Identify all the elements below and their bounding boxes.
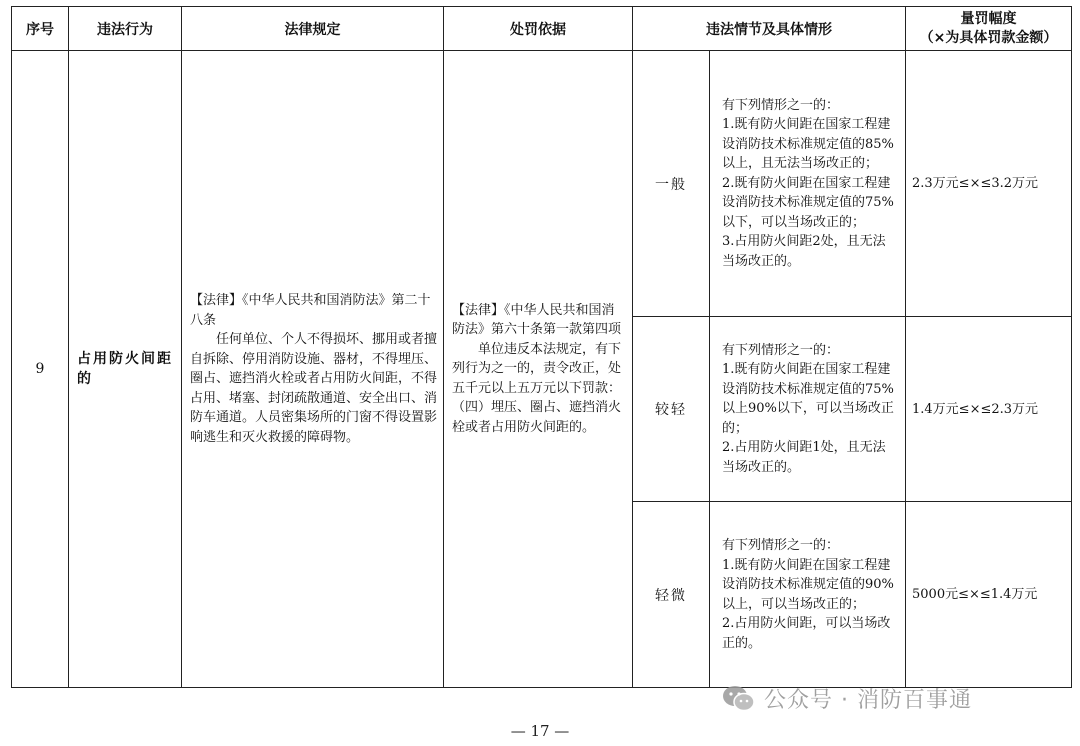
header-basis: 处罚依据 [444, 7, 633, 51]
basis-item: （四）埋压、圈占、遮挡消火栓或者占用防火间距的。 [452, 400, 622, 435]
level-general: 一般 [633, 51, 710, 317]
header-seq: 序号 [12, 7, 69, 51]
watermark [722, 683, 972, 714]
basis-title: 【法律】《中华人民共和国消防法》第六十条第一款第四项 [452, 302, 622, 338]
wechat-icon [722, 685, 756, 713]
row-violation: 占用防火间距的 [69, 51, 182, 688]
header-case: 违法情节及具体情形 [633, 7, 906, 51]
case-slight: 有下列情形之一的： 1.既有防火间距在国家工程建设消防技术标准规定值的90%以上，可以当场改正的； 2.占用防火间距，可以当场改正的。 [710, 502, 906, 688]
amount-minor: 1.4万元≤×≤2.3万元 [906, 317, 1072, 502]
amount-general: 2.3万元≤×≤3.2万元 [906, 51, 1072, 317]
watermark-text: 公众号 · 消防百事通 [764, 688, 972, 713]
header-act: 违法行为 [69, 7, 182, 51]
law-body: 任何单位、个人不得损坏、挪用或者擅自拆除、停用消防设施、器材，不得埋压、圈占、遮挡消火栓或者占用防火间距，不得占用、堵塞、封闭疏散通道、安全出口、消防车通道。人员密集场所的门窗不得设置影响逃生和灭火救援的障碍物。 [190, 332, 438, 445]
law-title: 【法律】《中华人民共和国消防法》第二十八条 [190, 293, 431, 328]
level-slight: 轻微 [633, 502, 710, 688]
row-law-provision [182, 51, 444, 688]
row-seq: 9 [12, 51, 69, 688]
header-amount: 量罚幅度 （×为具体罚款金额） [906, 7, 1072, 51]
level-minor: 较轻 [633, 317, 710, 502]
basis-body: 单位违反本法规定，有下列行为之一的，责令改正，处五千元以上五万元以下罚款： [452, 341, 622, 396]
page-number: — 17 — [510, 722, 570, 740]
case-general: 有下列情形之一的： 1.既有防火间距在国家工程建设消防技术标准规定值的85%以上，且无法当场改正的； 2.既有防火间距在国家工程建设消防技术标准规定值的75%以下，可以当场改正的； 3.占用防火间距2处，且无法当场改正的。 [710, 51, 906, 317]
amount-slight: 5000元≤×≤1.4万元 [906, 502, 1072, 688]
penalty-table [11, 6, 1072, 688]
header-law: 法律规定 [182, 7, 444, 51]
row-penalty-basis [444, 51, 633, 688]
case-minor: 有下列情形之一的： 1.既有防火间距在国家工程建设消防技术标准规定值的75%以上90%以下，可以当场改正的； 2.占用防火间距1处，且无法当场改正的。 [710, 317, 906, 502]
